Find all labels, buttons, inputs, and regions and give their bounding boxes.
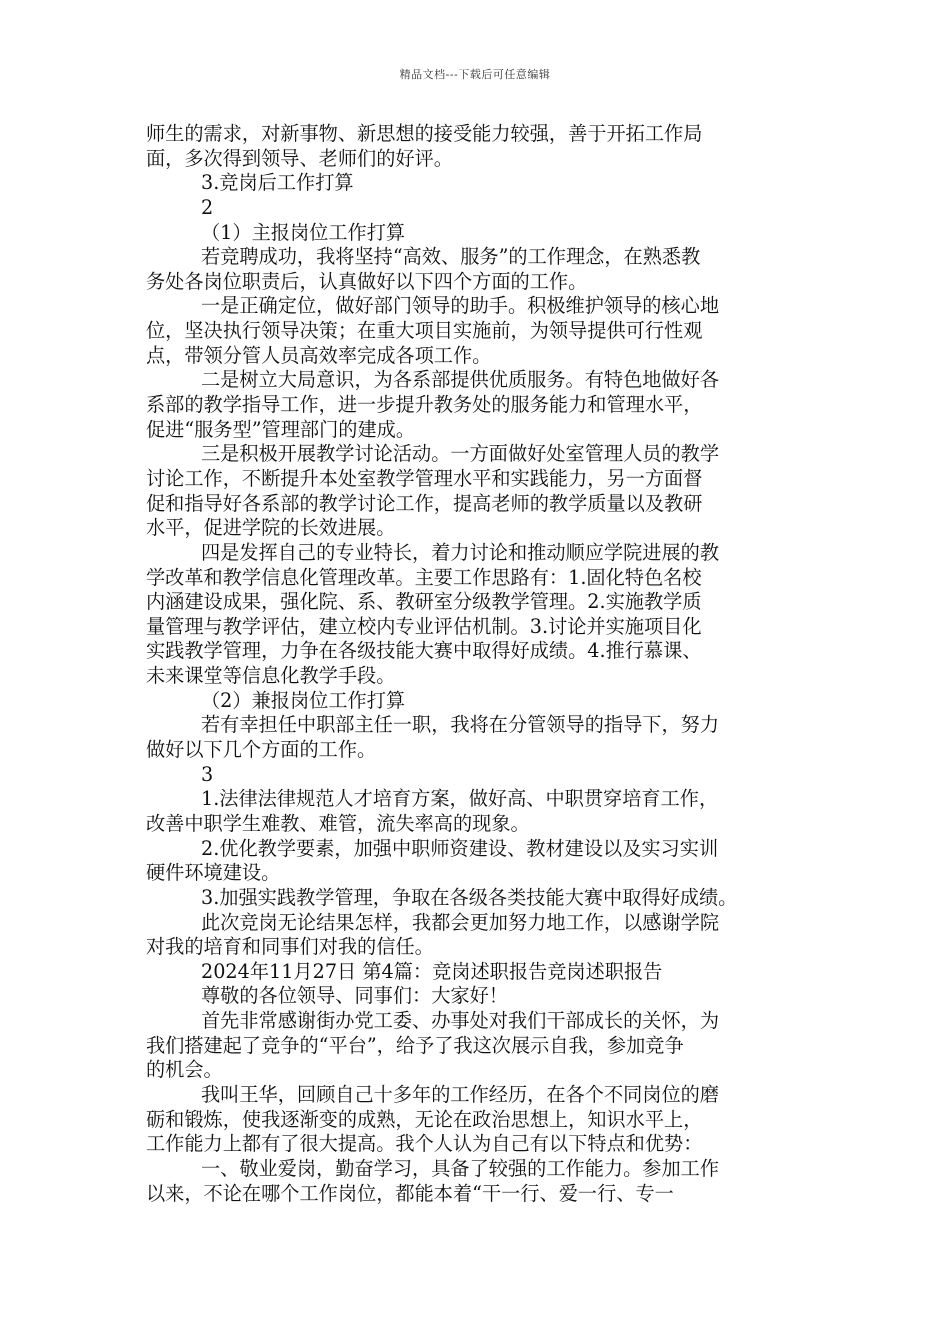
text-line: 2	[201, 195, 214, 219]
text-line: 硬件环境建设。	[146, 861, 281, 885]
text-line: 做好以下几个方面的工作。	[146, 738, 377, 762]
text-line: 工作能力上都有了很大提高。我个人认为自己有以下特点和优势：	[146, 1132, 703, 1156]
text-line: 内涵建设成果，强化院、系、教研室分级教学管理。2.实施教学质	[146, 590, 702, 614]
text-line: 的机会。	[146, 1058, 223, 1082]
text-line: 讨论工作，不断提升本处室教学管理水平和实践能力，另一方面督	[146, 466, 703, 490]
text-line: 促和指导好各系部的教学讨论工作，提高老师的教学质量以及教研	[146, 491, 703, 515]
text-line: 砺和锻炼，使我逐渐变的成熟，无论在政治思想上，知识水平上，	[146, 1107, 703, 1131]
text-line: 三是积极开展教学讨论活动。一方面做好处室管理人员的教学	[201, 442, 720, 466]
text-line: 2.优化教学要素，加强中职师资建设、教材建设以及实习实训	[201, 836, 719, 860]
text-line: （2）兼报岗位工作打算	[201, 688, 406, 712]
text-line: 对我的培育和同事们对我的信任。	[146, 935, 434, 959]
text-line: 务处各岗位职责后，认真做好以下四个方面的工作。	[146, 269, 588, 293]
text-line: 一、敬业爱岗，勤奋学习，具备了较强的工作能力。参加工作	[201, 1156, 720, 1180]
text-line: 量管理与教学评估，建立校内专业评估机制。3.讨论并实施项目化	[146, 614, 702, 638]
text-line: 改善中职学生难教、难管，流失率高的现象。	[146, 811, 530, 835]
text-line: 未来课堂等信息化教学手段。	[146, 664, 396, 688]
text-line: 3	[201, 762, 214, 786]
text-line: 此次竞岗无论结果怎样，我都会更加努力地工作，以感谢学院	[201, 910, 720, 934]
text-line: 促进“服务型”管理部门的建成。	[146, 417, 416, 441]
text-line: 面，多次得到领导、老师们的好评。	[146, 146, 453, 170]
text-line: 点，带领分管人员高效率完成各项工作。	[146, 343, 492, 367]
text-line: 3.竞岗后工作打算	[201, 171, 354, 195]
text-line: 2024年11月27日 第4篇：竞岗述职报告竞岗述职报告	[201, 959, 663, 983]
document-body	[146, 122, 818, 1206]
text-line: 二是树立大局意识，为各系部提供优质服务。有特色地做好各	[201, 368, 720, 392]
text-line: 系部的教学指导工作，进一步提升教务处的服务能力和管理水平，	[146, 393, 703, 417]
text-line: 四是发挥自己的专业特长，着力讨论和推动顺应学院进展的教	[201, 540, 720, 564]
text-line: 1.法律法律规范人才培育方案，做好高、中职贯穿培育工作，	[201, 787, 719, 811]
text-line: （1）主报岗位工作打算	[201, 220, 406, 244]
text-line: 学改革和教学信息化管理改革。主要工作思路有：1.固化特色名校	[146, 565, 702, 589]
text-line: 一是正确定位，做好部门领导的助手。积极维护领导的核心地	[201, 294, 720, 318]
text-line: 若有幸担任中职部主任一职，我将在分管领导的指导下，努力	[201, 713, 720, 737]
text-line: 3.加强实践教学管理，争取在各级各类技能大赛中取得好成绩。	[201, 885, 738, 909]
text-line: 尊敬的各位领导、同事们：大家好！	[201, 984, 508, 1008]
text-line: 位，坚决执行领导决策；在重大项目实施前，为领导提供可行性观	[146, 319, 703, 343]
text-line: 我们搭建起了竞争的“平台”，给予了我这次展示自我，参加竞争	[146, 1033, 684, 1057]
text-line: 实践教学管理，力争在各级技能大赛中取得好成绩。4.推行慕课、	[146, 639, 702, 663]
text-line: 水平，促进学院的长效进展。	[146, 516, 396, 540]
text-line: 以来，不论在哪个工作岗位，都能本着“干一行、爱一行、专一	[146, 1181, 674, 1205]
header-note: 精品文档---下载后可任意编辑	[399, 68, 551, 81]
text-line: 若竞聘成功，我将坚持“高效、服务”的工作理念，在熟悉教	[201, 245, 701, 269]
text-line: 师生的需求，对新事物、新思想的接受能力较强，善于开拓工作局	[146, 122, 703, 145]
text-line: 首先非常感谢街办党工委、办事处对我们干部成长的关怀，为	[201, 1009, 720, 1033]
text-line: 我叫王华，回顾自己十多年的工作经历，在各个不同岗位的磨	[201, 1082, 720, 1106]
